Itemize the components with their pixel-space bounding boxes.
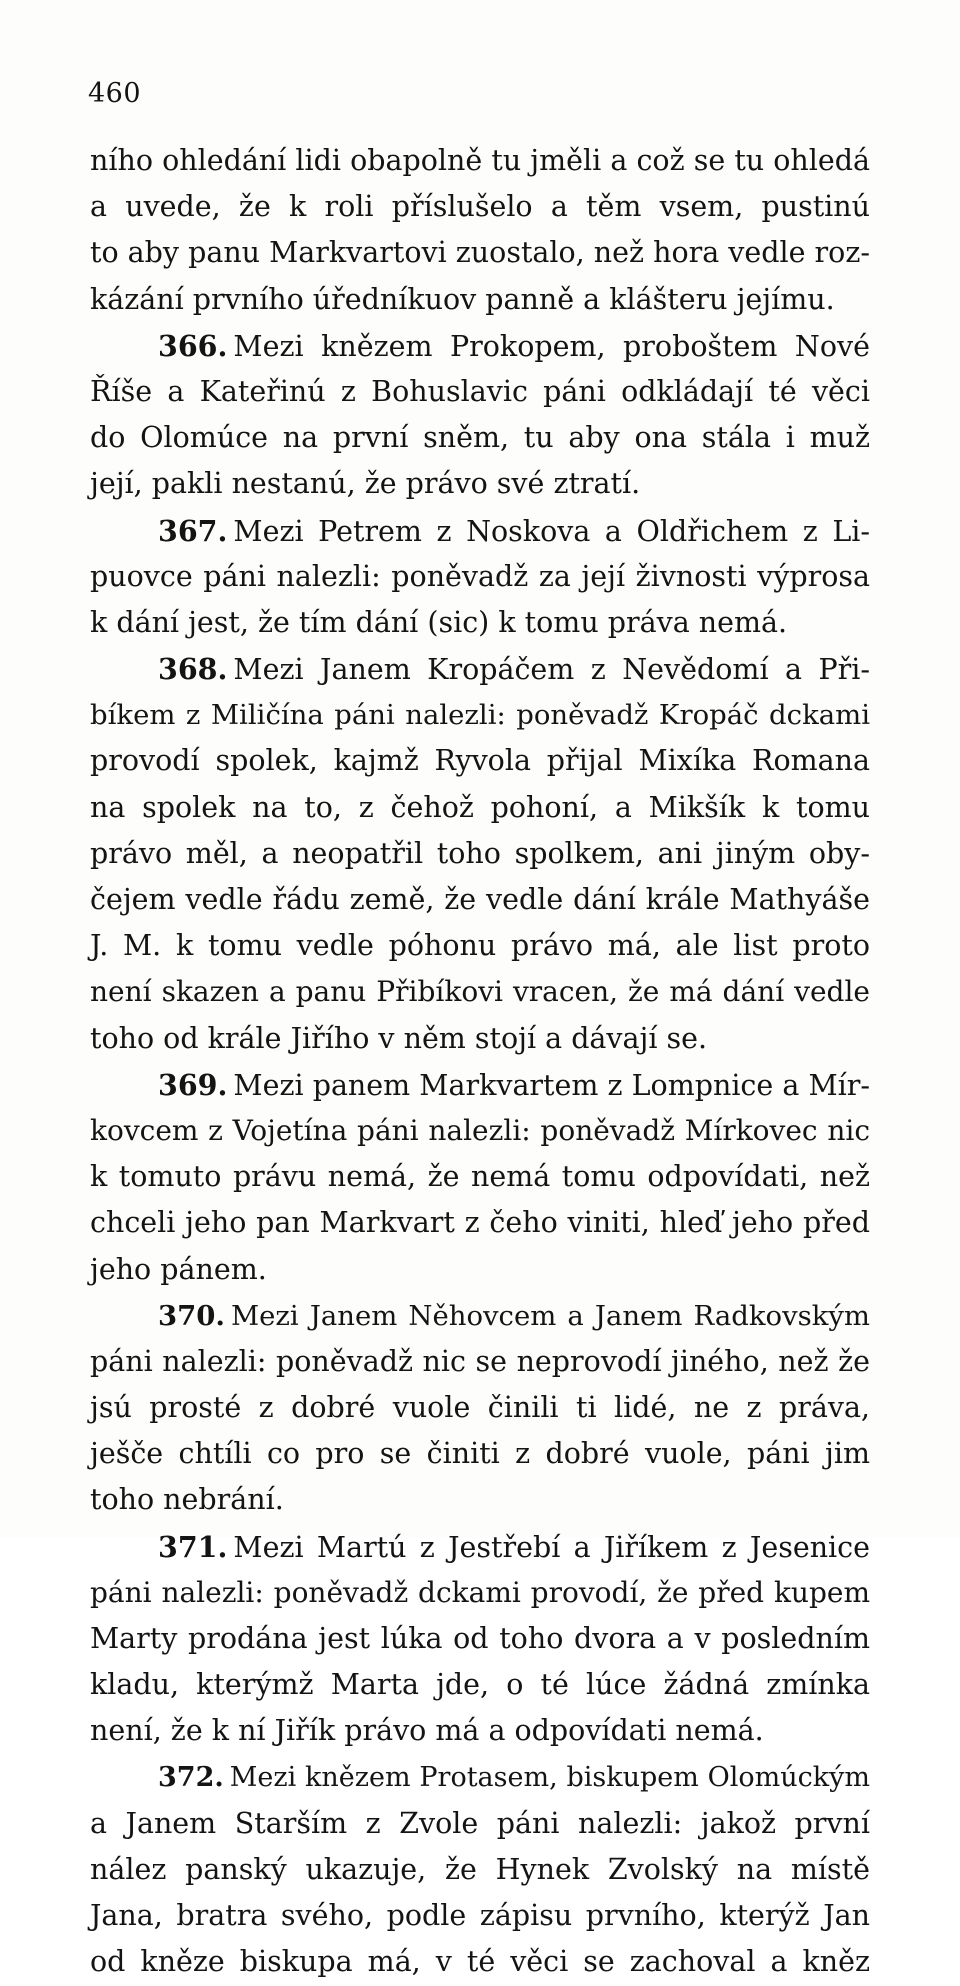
line-text: Mezi Janem Něhovcem a Janem Radkovským bbox=[230, 1299, 870, 1332]
text-line bbox=[90, 1247, 870, 1293]
line-text: jeho pánem. bbox=[90, 1252, 267, 1286]
line-text: k dání jest, že tím dání (sic) k tomu práva nemá. bbox=[90, 605, 788, 639]
line-text: toho nebrání. bbox=[90, 1483, 284, 1517]
text-line bbox=[90, 1893, 870, 1939]
page-number: 460 bbox=[88, 78, 142, 109]
line-text: Marty prodána jest lúka od toho dvora a v posledním bbox=[90, 1622, 870, 1655]
line-text: páni nalezli: poněvadž nic se neprovodí jiného, než že bbox=[90, 1344, 870, 1378]
line-text: od kněze biskupa má, v té věci se zachoval a kněz bbox=[90, 1945, 870, 1979]
line-text: bíkem z Miličína páni nalezli: poněvadž Kropáč dckami bbox=[90, 699, 870, 732]
line-text: toho od krále Jiřího v něm stojí a dávají se. bbox=[90, 1021, 708, 1055]
line-text: páni nalezli: poněvadž dckami provodí, že před kupem bbox=[90, 1575, 870, 1609]
line-text: Mezi Janem Kropáčem z Nevědomí a Při- bbox=[233, 653, 870, 687]
entry-first-line bbox=[90, 1062, 870, 1108]
text-line bbox=[90, 831, 870, 877]
text-line bbox=[90, 785, 870, 831]
text-line bbox=[90, 415, 870, 461]
text-line bbox=[90, 1570, 870, 1616]
line-text: nález panský ukazuje, že Hynek Zvolský na místě bbox=[90, 1852, 870, 1886]
line-text: Říše a Kateřinú z Bohuslavic páni odkládají té věci bbox=[90, 374, 870, 408]
text-line bbox=[90, 692, 870, 738]
line-text: není, že k ní Jiřík právo má a odpovídati nemá. bbox=[90, 1714, 764, 1748]
line-text: puovce páni nalezli: poněvadž za její živnosti výprosa bbox=[90, 559, 870, 593]
text-line bbox=[90, 738, 870, 784]
entry-number: 369. bbox=[158, 1067, 228, 1102]
entry-number: 368. bbox=[158, 652, 228, 687]
line-text: chceli jeho pan Markvart z čeho viniti, hleď jeho před bbox=[90, 1206, 870, 1240]
text-line bbox=[90, 554, 870, 600]
line-text: právo měl, a neopatřil toho spolkem, ani jiným oby- bbox=[90, 836, 870, 870]
entry-first-line bbox=[90, 1755, 870, 1801]
text-line bbox=[90, 1431, 870, 1477]
line-text: Mezi panem Markvartem z Lompnice a Mír- bbox=[233, 1068, 870, 1102]
text-line bbox=[90, 969, 870, 1015]
entry-first-line bbox=[90, 323, 870, 369]
text-line bbox=[90, 1662, 870, 1708]
text-line bbox=[90, 877, 870, 923]
text-line bbox=[90, 923, 870, 969]
line-text: do Olomúce na první sněm, tu aby ona stála i muž bbox=[90, 421, 870, 455]
text-line bbox=[90, 277, 870, 323]
line-text: Mezi Martú z Jestřebí a Jiříkem z Jesenice bbox=[233, 1530, 870, 1564]
text-line bbox=[90, 184, 870, 230]
line-text: čejem vedle řádu země, že vedle dání krále Mathyáše bbox=[90, 883, 870, 916]
text-line bbox=[90, 1708, 870, 1754]
line-text: její, pakli nestanú, že právo své ztratí. bbox=[90, 467, 641, 501]
body-text bbox=[90, 138, 870, 1986]
line-text: provodí spolek, kajmž Ryvola přijal Mixíka Romana bbox=[90, 744, 870, 778]
line-text: jsú prosté z dobré vuole činili ti lidé, ne z práva, bbox=[90, 1391, 870, 1425]
line-text: kladu, kterýmž Marta jde, o té lúce žádná zmínka bbox=[90, 1668, 870, 1702]
text-line bbox=[90, 1477, 870, 1523]
text-line bbox=[90, 1016, 870, 1062]
entry-first-line bbox=[90, 646, 870, 692]
line-text: Jana, bratra svého, podle zápisu prvního, kterýž Jan bbox=[90, 1899, 870, 1933]
text-line bbox=[90, 1154, 870, 1200]
text-line bbox=[90, 1847, 870, 1893]
entry-first-line bbox=[90, 1524, 870, 1570]
line-text: J. M. k tomu vedle póhonu právo má, ale list proto bbox=[90, 929, 870, 963]
line-text: Mezi Petrem z Noskova a Oldřichem z Li- bbox=[233, 514, 870, 548]
entry-number: 370. bbox=[158, 1299, 225, 1332]
line-text: kázání prvního úředníkuov panně a klášteru jejímu. bbox=[90, 282, 835, 316]
line-text: a uvede, že k roli příslušelo a těm vsem, pustinú bbox=[90, 190, 870, 224]
line-text: a Janem Starším z Zvole páni nalezli: jakož první bbox=[90, 1806, 870, 1840]
text-line bbox=[90, 369, 870, 415]
text-line bbox=[90, 1616, 870, 1662]
entry-number: 372. bbox=[158, 1761, 224, 1793]
entry-first-line bbox=[90, 1293, 870, 1339]
entry-number: 371. bbox=[158, 1529, 228, 1564]
entry-number: 367. bbox=[158, 513, 228, 548]
line-text: to aby panu Markvartovi zuostalo, než hora vedle roz- bbox=[90, 236, 870, 270]
text-line bbox=[90, 1385, 870, 1431]
line-text: Mezi knězem Prokopem, proboštem Nové bbox=[233, 329, 870, 363]
line-text: kovcem z Vojetína páni nalezli: poněvadž Mírkovec nic bbox=[90, 1113, 870, 1147]
text-line bbox=[90, 138, 870, 184]
text-line bbox=[90, 230, 870, 276]
text-line bbox=[90, 461, 870, 507]
text-line bbox=[90, 1801, 870, 1847]
text-line bbox=[90, 1939, 870, 1985]
line-text: Mezi knězem Protasem, biskupem Olomúckým bbox=[229, 1761, 870, 1793]
line-text: k tomuto právu nemá, že nemá tomu odpovídati, než bbox=[90, 1160, 870, 1194]
line-text: ního ohledání lidi obapolně tu jměli a což se tu ohledá bbox=[90, 144, 870, 177]
entry-first-line bbox=[90, 508, 870, 554]
line-text: ješče chtíli co pro se činiti z dobré vuole, páni jim bbox=[90, 1437, 870, 1471]
text-line bbox=[90, 1200, 870, 1246]
text-line bbox=[90, 600, 870, 646]
line-text: na spolek na to, z čehož pohoní, a Mikšík k tomu bbox=[90, 790, 870, 824]
text-line bbox=[90, 1108, 870, 1154]
text-line bbox=[90, 1339, 870, 1385]
line-text: není skazen a panu Přibíkovi vracen, že má dání vedle bbox=[90, 975, 870, 1009]
entry-number: 366. bbox=[158, 328, 228, 363]
